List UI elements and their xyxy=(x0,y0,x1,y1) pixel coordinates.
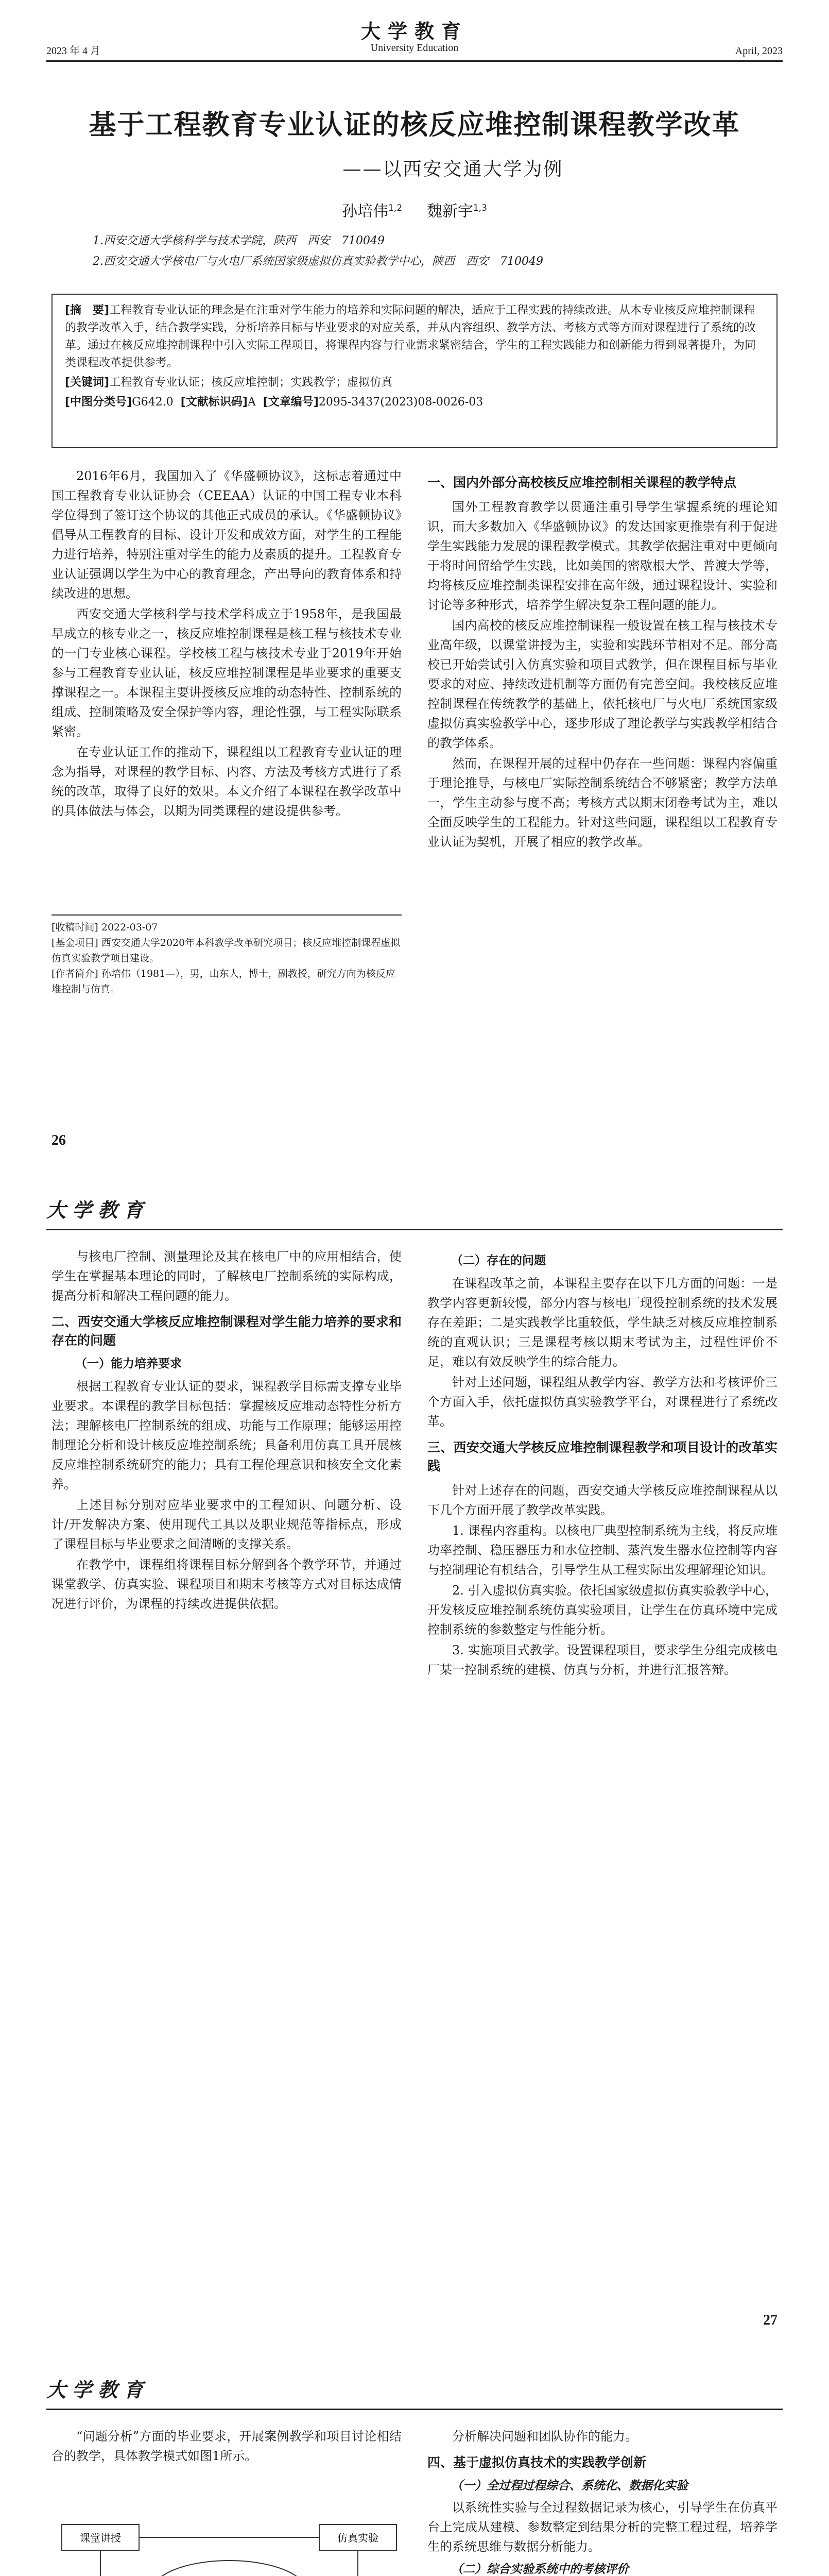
class-label: [中图分类号] xyxy=(65,396,132,409)
running-header xyxy=(46,2374,201,2405)
left-column xyxy=(51,1247,402,2277)
paragraph: 根据工程教育专业认证的要求，课程教学目标需支撑专业毕业要求。本课程的教学目标包括：掌握核反应堆动态特性分析方法；理解核电厂控制系统的组成、功能与工作原理；能够运用控制理论分析和设计核反应堆控制系统；具备利用仿真工具开展核反应堆控制系统研究的能力；具有工程伦理意识和核安全文化素养。 xyxy=(51,1379,402,1492)
page-number: 26 xyxy=(51,1132,66,1148)
paragraph: 针对上述存在的问题，西安交通大学核反应堆控制课程从以下几个方面开展了教学改革实践。 xyxy=(427,1483,778,1517)
paragraph: 以系统性实验与全过程数据记录为核心，引导学生在仿真平台上完成从建模、参数整定到结果分析的完整工程过程，培养学生的系统思维与数据分析能力。 xyxy=(427,2500,778,2554)
footnote-line: [基金项目] 西安交通大学2020年本科教学改革研究项目；核反应堆控制课程虚拟仿真实验教学项目建设。 xyxy=(51,937,401,964)
paragraph: 2. 引入虚拟仿真实验。依托国家级虚拟仿真实验教学中心，开发核反应堆控制系统仿真实验项目，让学生在仿真环境中完成控制系统的参数整定与性能分析。 xyxy=(427,1583,778,1637)
abstract-text: 工程教育专业认证的理念是在注重对学生能力的培养和实际问题的解决，适应于工程实践的持续改进。从本专业核反应堆控制课程的教学改革入手，结合教学实践，分析培养目标与毕业要求的对应关系，并从内容组织、教学方法、考核方式等方面对课程进行了系统的改革。通过在核反应堆控制课程中引入实际工程项目，将课程内容与行业需求紧密结合，学生的工程实践能力和创新能力得到显著提升，为同类课程改革提供参考。 xyxy=(65,304,756,369)
author-sup: 1,3 xyxy=(473,203,487,213)
figure-1 xyxy=(51,2514,407,2576)
paragraph: 2016年6月，我国加入了《华盛顿协议》，这标志着通过中国工程教育专业认证协会（CEEAA）认证的中国工程专业本科学位得到了签订这个协议的其他正式成员的承认。《华盛顿协议》倡导从工程教育的目标、设计开发和成效方面，对学生的工程能力进行培养，特别注重对学生的能力及素质的提升。工程教育专业认证强调以学生为中心的教育理念，产出导向的教育体系和持续改进的思想。 xyxy=(51,469,402,601)
journal-subtitle: University Education xyxy=(370,42,459,54)
class-value: G642.0 xyxy=(132,396,174,409)
author-sup: 1,2 xyxy=(388,203,403,213)
right-column xyxy=(427,2427,778,2576)
journal-logo: 大学教育 xyxy=(360,20,468,43)
abstract-box xyxy=(51,294,778,448)
header-date-cn: 2023 年 4 月 xyxy=(46,45,100,57)
affiliation: 2.西安交通大学核电厂与火电厂系统国家级虚拟仿真实验教学中心，陕西 西安 710049 xyxy=(93,255,543,268)
id-value: 2095-3437(2023)08-0026-03 xyxy=(318,396,483,409)
paragraph: 在教学中，课程组将课程目标分解到各个教学环节，并通过课堂教学、仿真实验、课程项目和期末考核等方式对目标达成情况进行评价，为课程的持续改进提供依据。 xyxy=(51,1557,402,1611)
page-3 xyxy=(0,2360,829,2576)
page-2 xyxy=(0,1180,829,2360)
page-number: 27 xyxy=(763,2312,778,2328)
figure-diagram xyxy=(51,2514,407,2576)
section-heading: 三、西安交通大学核反应堆控制课程教学和项目设计的改革实践 xyxy=(427,1440,778,1473)
paragraph: 1. 课程内容重构。以核电厂典型控制系统为主线，将反应堆功率控制、稳压器压力和水位控制、蒸汽发生器水位控制等内容与控制理论有机结合，引导学生从工程实际出发理解理论知识。 xyxy=(427,1523,778,1577)
footnote-line: [收稿时间] 2022-03-07 xyxy=(51,922,158,933)
subsection-heading: （一）能力培养要求 xyxy=(75,1357,182,1370)
paragraph: 上述目标分别对应毕业要求中的工程知识、问题分析、设计/开发解决方案、使用现代工具以及职业规范等指标点，形成了课程目标与毕业要求之间清晰的支撑关系。 xyxy=(51,1498,402,1551)
header-date-en: April, 2023 xyxy=(735,45,783,57)
article-subtitle: ——以西安交通大学为例 xyxy=(342,159,564,180)
author-name: 孙培伟 xyxy=(342,202,389,221)
author-name: 魏新宇 xyxy=(426,202,473,221)
journal-logo: 大学教育 xyxy=(46,1198,150,1222)
running-header xyxy=(46,1194,201,1225)
section-heading: 二、西安交通大学核反应堆控制课程对学生能力培养的要求和存在的问题 xyxy=(51,1314,402,1348)
right-column xyxy=(427,1247,778,2277)
journal-logo: 大学教育 xyxy=(46,2378,150,2401)
id-label: [文章编号] xyxy=(263,396,319,409)
paragraph: “问题分析”方面的毕业要求，开展案例教学和项目讨论相结合的教学，具体教学模式如图1所示。 xyxy=(51,2429,402,2463)
header-rule xyxy=(46,2409,783,2410)
doc-label: [文献标识码] xyxy=(180,396,248,409)
abstract-label: [摘 要] xyxy=(65,304,110,317)
fig-node xyxy=(319,2524,396,2550)
paragraph: 国外工程教育教学以贯通注重引导学生掌握系统的理论知识，而大多数加入《华盛顿协议》的发达国家更推崇有利于促进学生实践能力发展的课程教学模式。其教学依据注重对中更倾向于将时间留给学生实践，比如美国的密歇根大学、普渡大学等，均将核反应堆控制类课程安排在高年级，通过课程设计、实验和讨论等多种形式，培养学生解决复杂工程问题的能力。 xyxy=(427,500,778,612)
fig-node xyxy=(62,2524,139,2550)
page-1 xyxy=(0,0,829,1180)
keywords-label: [关键词] xyxy=(65,376,110,389)
footnote xyxy=(51,914,402,997)
left-column-top xyxy=(51,2427,402,2514)
subsection-heading: （一）全过程过程综合、系统化、数据化实验 xyxy=(451,2479,688,2493)
authors xyxy=(51,198,778,221)
header-rule xyxy=(46,1229,783,1230)
subsection-heading: （二）综合实验系统中的考核评价 xyxy=(451,2562,629,2576)
section-heading: 四、基于虚拟仿真技术的实践教学创新 xyxy=(427,2455,647,2470)
right-column xyxy=(427,466,778,1074)
paragraph: 针对上述问题，课程组从教学内容、教学方法和考核评价三个方面入手，依托虚拟仿真实验教学平台，对课程进行了系统改革。 xyxy=(427,1375,778,1429)
keywords-text: 工程教育专业认证；核反应堆控制；实践教学；虚拟仿真 xyxy=(109,376,393,389)
paragraph: 与核电厂控制、测量理论及其在核电厂中的应用相结合，使学生在掌握基本理论的同时，了解核电厂控制系统的实际构成，提高分析和解决工程问题的能力。 xyxy=(51,1249,402,1303)
subsection-heading: （二）存在的问题 xyxy=(451,1254,546,1267)
fig-node-label: 课堂讲授 xyxy=(80,2532,121,2544)
fig-node-label: 仿真实验 xyxy=(337,2532,378,2544)
section-heading: 一、国内外部分高校核反应堆控制相关课程的教学特点 xyxy=(427,475,737,490)
left-column xyxy=(51,466,402,909)
doc-value: A xyxy=(247,396,256,409)
paragraph: 在课程改革之前，本课程主要存在以下几方面的问题：一是教学内容更新较慢，部分内容与核电厂现役控制系统的技术发展存在差距；二是实践教学比重较低，学生缺乏对核反应堆控制系统的直观认识；三是课程考核以期末考试为主，过程性评价不足，难以有效反映学生的综合能力。 xyxy=(427,1276,778,1369)
article-title: 基于工程教育专业认证的核反应堆控制课程教学改革 xyxy=(89,109,740,141)
affiliation: 1.西安交通大学核科学与技术学院，陕西 西安 710049 xyxy=(93,234,385,247)
paragraph: 西安交通大学核科学与技术学科成立于1958年，是我国最早成立的核专业之一，核反应堆控制课程是核工程与核技术专业的一门专业核心课程。学校核工程与核技术专业于2019年开始参与工程教育专业认证，核反应堆控制课程是毕业要求的重要支撑课程之一。本课程主要讲授核反应堆的动态特性、控制系统的组成、控制策略及安全保护等内容，理论性强，与工程实际联系紧密。 xyxy=(51,607,402,739)
paragraph: 在专业认证工作的推动下，课程组以工程教育专业认证的理念为指导，对课程的教学目标、内容、方法及考核方式进行了系统的改革，取得了良好的效果。本文介绍了本课程在教学改革中的具体做法与体会，以期为同类课程的建设提供参考。 xyxy=(51,745,402,818)
center-ellipse xyxy=(152,2561,306,2576)
running-header xyxy=(46,15,783,62)
paragraph: 3. 实施项目式教学。设置课程项目，要求学生分组完成核电厂某一控制系统的建模、仿真与分析，并进行汇报答辩。 xyxy=(427,1643,778,1677)
paragraph: 分析解决问题和团队协作的能力。 xyxy=(452,2429,637,2444)
paragraph: 国内高校的核反应堆控制课程一般设置在核工程与核技术专业高年级，以课堂讲授为主，实验和实践环节相对不足。部分高校已开始尝试引入仿真实验和项目式教学，但在课程目标与毕业要求的对应、持续改进机制等方面仍有完善空间。我校核反应堆控制课程在传统教学的基础上，依托核电厂与火电厂系统国家级虚拟仿真实验教学中心，逐步形成了理论教学与实践教学相结合的教学体系。 xyxy=(427,618,778,750)
footnote-line: [作者简介] 孙培伟（1981—），男，山东人，博士，副教授，研究方向为核反应堆控制与仿真。 xyxy=(51,968,395,995)
paragraph: 然而，在课程开展的过程中仍存在一些问题：课程内容偏重于理论推导，与核电厂实际控制系统结合不够紧密；教学方法单一，学生主动参与度不高；考核方式以期末闭卷考试为主，难以全面反映学生的工程能力。针对这些问题，课程组以工程教育专业认证为契机，开展了相应的教学改革。 xyxy=(427,756,778,849)
